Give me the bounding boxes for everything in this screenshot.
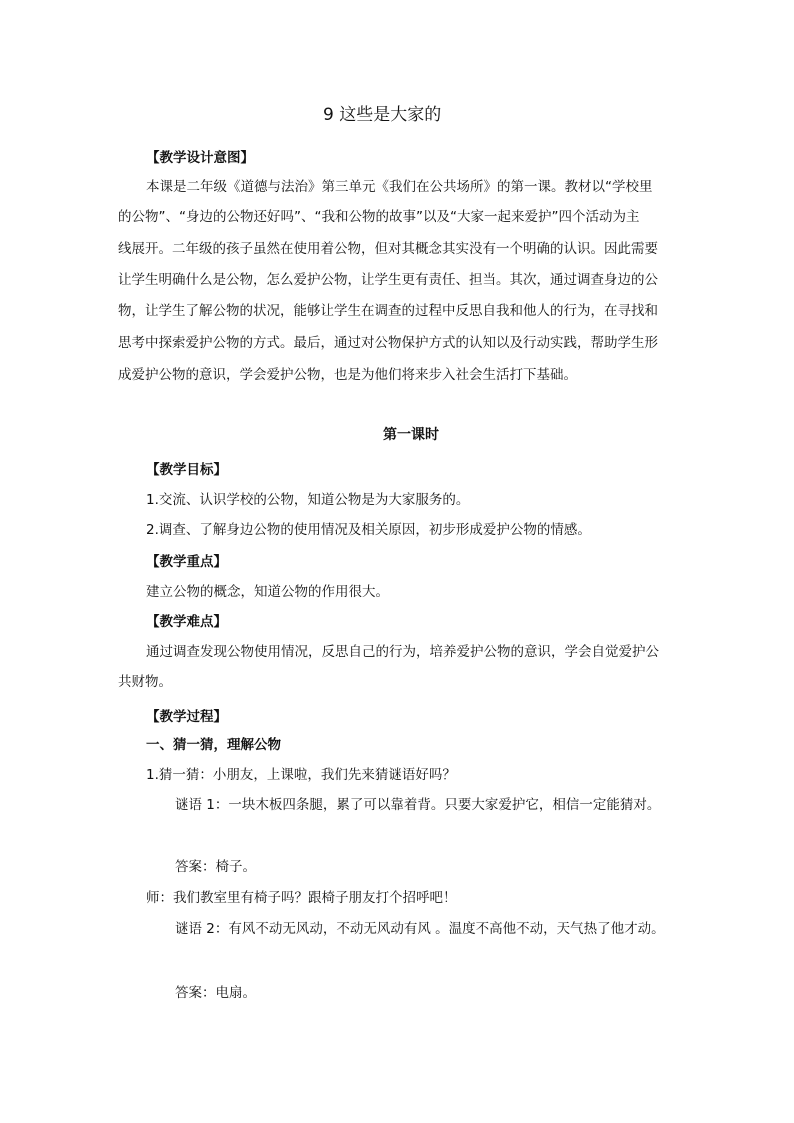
difficulty-line: 通过调查发现公物使用情况，反思自己的行为，培养爱护公物的意识，学会自觉爱护公 [146, 644, 659, 660]
difficulty-line: 共财物。 [118, 674, 172, 690]
difficulty-heading: 【教学难点】 [146, 614, 227, 630]
riddle-text: 谜语 1：一块木板四条腿，累了可以靠着背。只要大家爱护它，相信一定能猜对。 [175, 797, 661, 813]
design-line: 物，让学生了解公物的状况，能够让学生在调查的过程中反思自我和他人的行为，在寻找和 [118, 303, 658, 319]
answer-text: 答案：椅子。 [175, 859, 256, 875]
riddle-text: 谜语 2：有风不动无风动，不动无风动有风 。温度不高他不动，天气热了他才动。 [175, 921, 665, 937]
goal-item: 1.交流、认识学校的公物，知道公物是为大家服务的。 [146, 492, 470, 508]
page-title: 9 这些是大家的 [323, 105, 442, 125]
section-heading: 一、猜一猜，理解公物 [146, 737, 281, 753]
design-line: 成爱护公物的意识，学会爱护公物，也是为他们将来步入社会生活打下基础。 [118, 367, 577, 383]
goals-heading: 【教学目标】 [146, 462, 227, 478]
goal-item: 2.调查、了解身边公物的使用情况及相关原因，初步形成爱护公物的情感。 [146, 522, 591, 538]
process-heading: 【教学过程】 [146, 709, 227, 725]
answer-text: 答案：电扇。 [175, 985, 256, 1001]
teacher-line: 师：我们教室里有椅子吗？跟椅子朋友打个招呼吧！ [146, 890, 457, 906]
lesson-title: 第一课时 [383, 427, 439, 443]
design-line: 让学生明确什么是公物，怎么爱护公物，让学生更有责任、担当。其次，通过调查身边的公 [118, 272, 658, 288]
design-line: 的公物”、“身边的公物还好吗”、“我和公物的故事”以及“大家一起来爱护”四个活动为主 [118, 209, 640, 225]
design-heading: 【教学设计意图】 [146, 150, 254, 166]
design-line: 思考中探索爱护公物的方式。最后，通过对公物保护方式的认知以及行动实践，帮助学生形 [118, 335, 658, 351]
design-line: 线展开。二年级的孩子虽然在使用着公物，但对其概念其实没有一个明确的认识。因此需要 [118, 241, 658, 257]
step-item: 1.猜一猜：小朋友，上课啦，我们先来猜谜语好吗？ [146, 767, 456, 783]
design-line: 本课是二年级《道德与法治》第三单元《我们在公共场所》的第一课。教材以“学校里 [146, 179, 653, 195]
key-heading: 【教学重点】 [146, 554, 227, 570]
key-text: 建立公物的概念，知道公物的作用很大。 [146, 584, 389, 600]
